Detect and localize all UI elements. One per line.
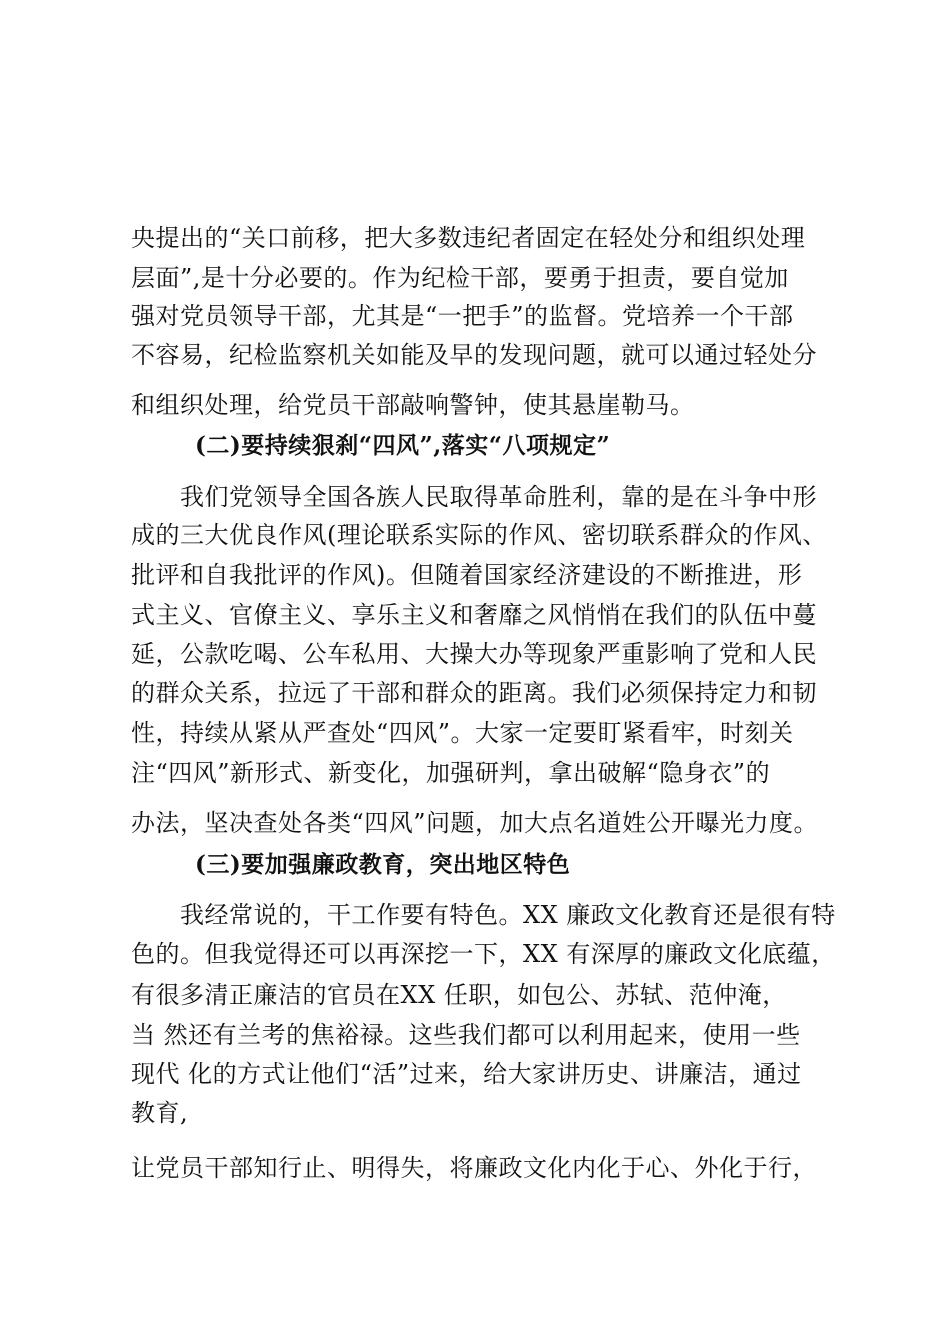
- paragraph-line: 强对党员领导干部，尤其是“一把手”的监督。党培养一个干部: [131, 302, 794, 330]
- paragraph-line: 注“四风”新形式、新变化，加强研判，拿出破解“隐身衣”的: [131, 759, 771, 787]
- section-heading: (三)要加强廉政教育，突出地区特色: [195, 851, 571, 878]
- paragraph-line: 我经常说的，干工作要有特色。XX 廉政文化教育还是很有特: [180, 901, 836, 929]
- paragraph-line: 我们党领导全国各族人民取得革命胜利，靠的是在斗争中形: [180, 483, 817, 511]
- paragraph-line: 教育,: [131, 1099, 189, 1127]
- section-heading: (二)要持续狠刹“四风”,落实“八项规定”: [195, 432, 611, 459]
- paragraph-line: 和组织处理，给党员干部敲响警钟，使其悬崖勒马。: [131, 391, 695, 419]
- paragraph-line: 色的。但我觉得还可以再深挖一下，XX 有深厚的廉政文化底蕴，: [131, 940, 836, 968]
- paragraph-line: 现代 化的方式让他们“活”过来，给大家讲历史、讲廉洁，通过: [131, 1060, 802, 1088]
- paragraph-line: 办法，坚决查处各类“四风”问题，加大点名道姓公开曝光力度。: [131, 809, 819, 837]
- paragraph-line: 成的三大优良作风(理论联系实际的作风、密切联系群众的作风、: [131, 521, 827, 549]
- paragraph-line: 央提出的“关口前移，把大多数违纪者固定在轻处分和组织处理: [131, 224, 806, 252]
- paragraph-line: 不容易，纪检监察机关如能及早的发现问题，就可以通过轻处分: [131, 341, 817, 369]
- paragraph-line: 的群众关系，拉远了干部和群众的距离。我们必须保持定力和韧: [131, 679, 817, 707]
- paragraph-line: 当 然还有兰考的焦裕禄。这些我们都可以利用起来，使用一些: [131, 1021, 801, 1049]
- paragraph-line: 有很多清正廉洁的官员在XX 任职，如包公、苏轼、范仲淹，: [131, 981, 787, 1009]
- paragraph-line: 性，持续从紧从严查处“四风”。大家一定要盯紧看牢，时刻关: [131, 719, 794, 747]
- paragraph-line: 批评和自我批评的作风)。但随着国家经济建设的不断推进，形: [131, 561, 803, 589]
- paragraph-line: 式主义、官僚主义、享乐主义和奢靡之风悄悄在我们的队伍中蔓: [131, 601, 817, 629]
- paragraph-line: 让党员干部知行止、明得失，将廉政文化内化于心、外化于行，: [131, 1154, 817, 1182]
- paragraph-line: 层面”,是十分必要的。作为纪检干部，要勇于担责，要自觉加: [131, 264, 789, 292]
- paragraph-line: 延，公款吃喝、公车私用、大操大办等现象严重影响了党和人民: [131, 640, 817, 668]
